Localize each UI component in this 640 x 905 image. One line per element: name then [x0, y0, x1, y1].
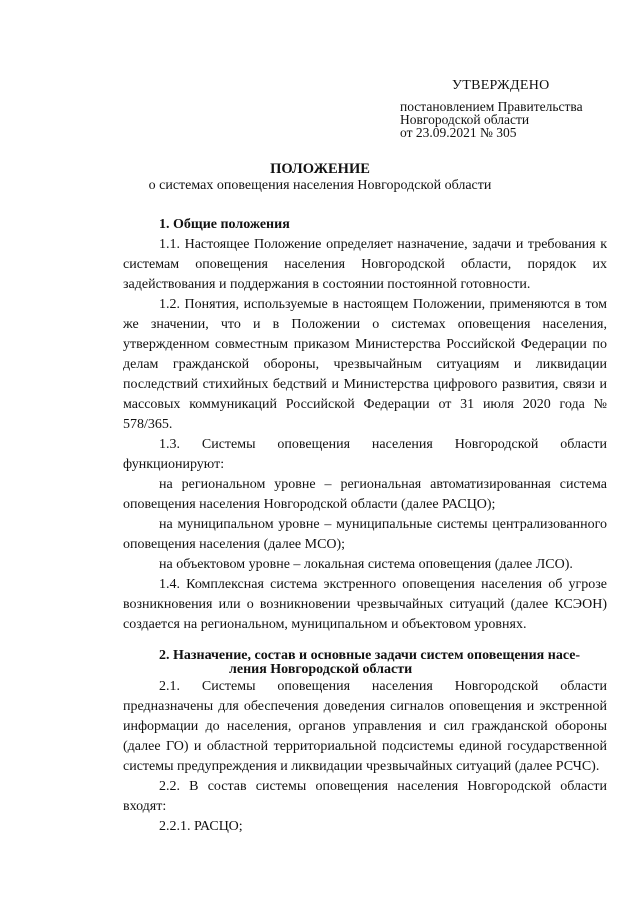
approval-block — [400, 78, 583, 139]
section-1-heading: 1. Общие положения — [159, 217, 290, 232]
approval-line-3: от 23.09.2021 № 305 — [400, 125, 517, 140]
approval-line-2: Новгородской области — [400, 112, 530, 127]
section-2-heading-line-1: 2. Назначение, состав и основные задачи систем оповещения насе- — [159, 648, 581, 663]
paragraph-1-2: 1.2. Понятия, используемые в настоящем Положении, применяются в том же значении, что и в Положении о системах оповещения населения, утвержденном совместным приказом Министерства Российской Федерации по делам гражданской обороны, чрезвычайным ситуациям и ликвидации последствий стихийных бедствий и Министерства цифрового развития, связи и массовых коммуникаций Российской Федерации от 31 июля 2020 года № 578/365. — [123, 297, 607, 432]
document-subtitle: о системах оповещения населения Новгородской области — [148, 178, 492, 193]
paragraph-2-2-1: 2.2.1. РАСЦО; — [159, 819, 243, 834]
approval-line-1: постановлением Правительства — [400, 99, 583, 114]
document-body — [123, 215, 607, 837]
document-title: ПОЛОЖЕНИЕ — [270, 161, 370, 177]
paragraph-1-3-regional: на региональном уровне – региональная автоматизированная система оповещения населения Новгородской области (далее РАСЦО); — [123, 477, 607, 512]
paragraph-1-1: 1.1. Настоящее Положение определяет назначение, задачи и требования к системам оповещения населения Новгородской области, порядок их задействования и поддержания в состоянии постоянной готовности. — [123, 237, 607, 292]
paragraph-1-3-municipal: на муниципальном уровне – муниципальные системы централизованного оповещения населения (далее МСО); — [123, 517, 607, 552]
paragraph-2-1: 2.1. Системы оповещения населения Новгородской области предназначены для обеспечения доведения сигналов оповещения и экстренной информации до населения, органов управления и сил гражданской обороны (далее ГО) и областной территориальной подсистемы единой государственной системы предупреждения и ликвидации чрезвычайных ситуаций (далее РСЧС). — [123, 679, 607, 774]
approval-stamp: УТВЕРЖДЕНО — [452, 78, 550, 93]
section-2-heading — [123, 649, 607, 677]
paragraph-1-3: 1.3. Системы оповещения населения Новгородской области функционируют: — [123, 437, 607, 472]
section-2-heading-line-2: ления Новгородской области — [229, 662, 413, 677]
paragraph-1-4: 1.4. Комплексная система экстренного оповещения населения об угрозе возникновения или о возникновении чрезвычайных ситуаций (далее КСЭОН) создается на региональном, муниципальном и объектовом уровнях. — [123, 577, 607, 632]
paragraph-1-3-object: на объектовом уровне – локальная система оповещения (далее ЛСО). — [159, 557, 573, 572]
paragraph-2-2: 2.2. В состав системы оповещения населения Новгородской области входят: — [123, 779, 607, 814]
